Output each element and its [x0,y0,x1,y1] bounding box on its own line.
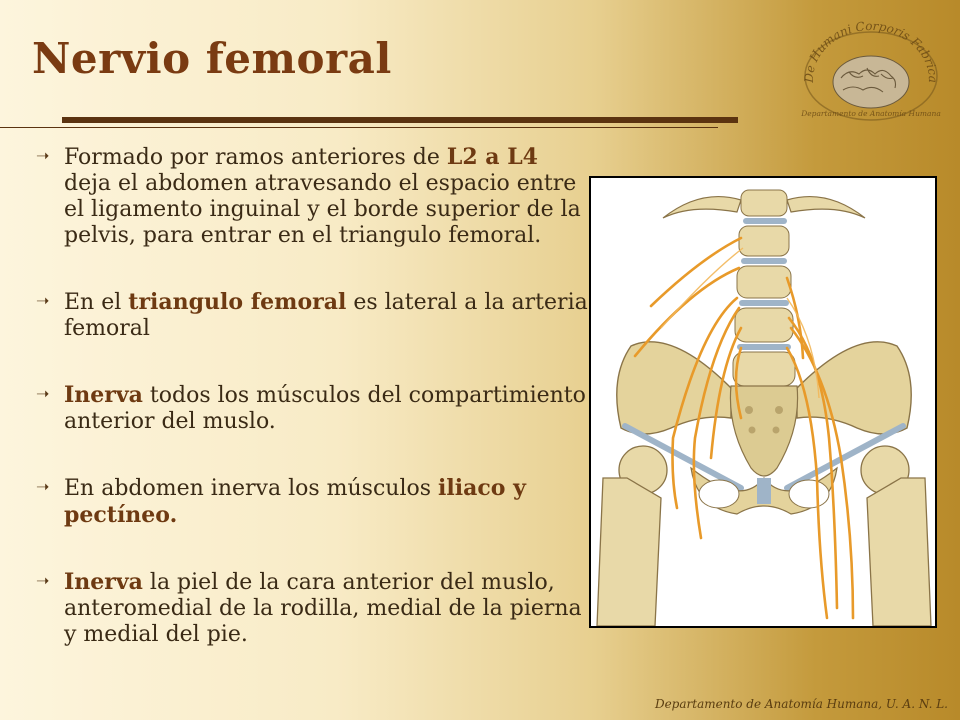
bullet-item [30,475,590,529]
bullet-item [30,144,590,249]
arrow-bullet-icon: ➝ [36,477,50,496]
logo-text: De Humani Corporis Fabrica [801,18,941,84]
bullet-item [30,382,590,435]
footer-credit: Departamento de Anatomía Humana, U. A. N. L. [654,697,948,711]
bullet-item [30,289,590,342]
title-rule-thin [0,127,718,128]
pelvis-nerve-figure [589,176,937,628]
bullet-text-bold: Inerva [64,382,143,408]
sacrum [730,386,797,476]
slide-title: Nervio femoral [32,34,392,83]
right-iliac-wing [797,342,911,434]
left-femur [597,446,667,626]
arrow-bullet-icon: ➝ [36,384,50,403]
arrow-bullet-icon: ➝ [36,571,50,590]
right-femur [861,446,931,626]
department-logo [797,18,945,122]
bullet-list [30,140,590,648]
title-rule-thick [62,117,738,123]
bullet-text: la piel de la cara anterior del muslo, anteromedial de la rodilla, medial de la pierna y medial del pie. [64,570,582,647]
bullet-text: deja el abdomen atravesando el espacio entre el ligamento inguinal y el borde superior de la pelvis, para entrar en el triangulo femoral. [64,171,581,248]
bullet-text: todos los músculos del compartimiento anterior del muslo. [64,383,586,434]
arrow-bullet-icon: ➝ [36,291,50,310]
bullet-text-bold: iliaco y pectíneo. [64,475,526,528]
lumbar-vertebrae [733,190,795,386]
pubic-symphysis [757,478,771,504]
right-rib [787,197,865,218]
bullet-text-bold: L2 a L4 [446,144,538,170]
arrow-bullet-icon: ➝ [36,146,50,165]
bullet-text: Formado por ramos anteriores de [64,145,447,170]
bullet-text-bold: Inerva [64,569,143,595]
logo-subtext: Departamento de Anatomía Humana [801,109,941,118]
left-rib [663,197,741,218]
bullet-text: En el [64,290,129,315]
bullet-text-bold: triangulo femoral [128,289,347,315]
pelvis-illustration [591,178,935,626]
bullet-text: En abdomen inerva los músculos [64,476,439,501]
bullet-item [30,569,590,648]
bullet-text: es lateral a la arteria femoral [64,290,588,341]
